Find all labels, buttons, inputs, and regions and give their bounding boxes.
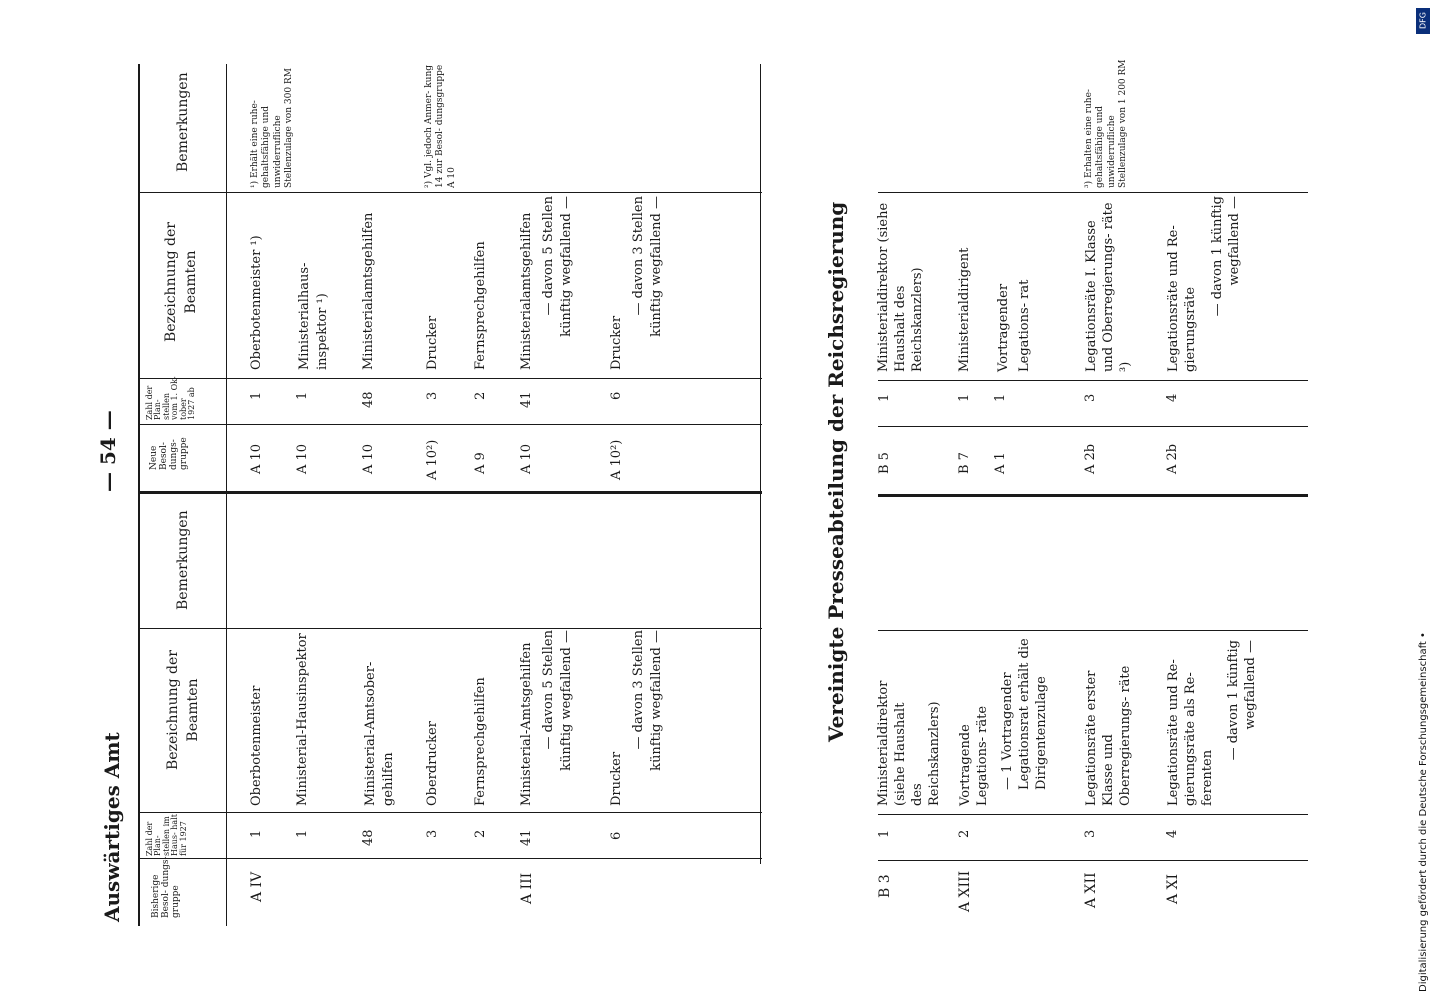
header-new-title: Bezeichnung der Beamten — [163, 222, 199, 342]
old-title: Ministerial-Hausinspektor — [295, 633, 310, 806]
old-count: 2 — [473, 829, 488, 838]
old-group: B 3 — [877, 874, 893, 898]
header-old-remarks: Bemerkungen — [175, 510, 191, 610]
new-count: 41 — [519, 391, 534, 408]
col-rule-left-a — [138, 858, 762, 859]
new-title: Ministerialdirigent — [957, 247, 972, 372]
old-group: A IV — [249, 871, 265, 902]
new-group: B 5 — [877, 452, 892, 474]
new-group: A 10 — [295, 443, 310, 474]
section-title: Vereinigte Presseabteilung der Reichsregierung — [824, 201, 848, 742]
new-title: Ministerialamtsgehilfen — [361, 212, 376, 370]
old-title: Ministerial-Amtsgehilfen — [519, 642, 534, 806]
old-title: Drucker — [609, 751, 624, 806]
new-count: 3 — [1083, 393, 1098, 402]
footnote-2: ²) Vgl. jedoch Anmer- kung 14 zur Besol- dungsgruppe A 10 — [424, 64, 457, 188]
new-group: A 10 — [519, 443, 534, 474]
old-note: — 1 Vortragender Legationsrat erhält die Dirigentenzulage — [1000, 638, 1049, 790]
old-count: 1 — [295, 829, 310, 838]
old-count: 3 — [1083, 829, 1098, 838]
old-group: A XII — [1083, 872, 1099, 908]
header-old-title: Bezeichnung der Beamten — [165, 650, 201, 770]
old-note: — davon 3 Stellen künftig wegfallend — — [631, 630, 664, 771]
header-bottom-rule — [226, 64, 227, 926]
lower-rule-c — [878, 630, 1308, 631]
old-count: 48 — [361, 829, 376, 846]
col-rule-left-b — [138, 812, 762, 813]
old-title: Ministerial-Amtsober- gehilfen — [363, 661, 396, 806]
new-count: 48 — [361, 391, 376, 408]
new-group: A 10 — [249, 443, 264, 474]
new-count: 1 — [957, 393, 972, 402]
new-group: A 9 — [473, 452, 488, 474]
header-new-remarks: Bemerkungen — [175, 72, 191, 172]
old-count: 4 — [1165, 829, 1180, 838]
old-title: Oberdrucker — [425, 721, 440, 806]
col-rule-right-c — [138, 192, 762, 193]
new-title: Oberbotenmeister ¹) — [249, 235, 264, 370]
lower-rule-e — [878, 380, 1308, 381]
old-title: Ministerialdirektor (siehe Haushalt des Reichskanzlers) — [876, 680, 942, 806]
old-note: — davon 1 künftig wegfallend — — [1226, 640, 1258, 761]
new-count: 1 — [295, 391, 310, 400]
upper-table-end-rule — [760, 64, 761, 864]
old-count: 41 — [519, 829, 534, 846]
old-title: Fernsprechgehilfen — [473, 677, 488, 806]
table-center-divider — [138, 491, 762, 494]
new-title: Legationsräte I. Klasse und Oberregierungs- räte ³) — [1084, 202, 1133, 372]
col-rule-right-b — [138, 378, 762, 379]
lower-rule-b — [878, 814, 1308, 815]
old-count: 1 — [877, 829, 892, 838]
digitization-credit: Digitalisierung gefördert durch die Deutsche Forschungsgemeinschaft • — [1418, 632, 1429, 992]
old-title: Legationsräte und Re- gierungsräte als Re- ferenten — [1166, 659, 1215, 806]
header-new-count: Zahl der Plan- stellen vom 1. Ok- tober 1927 ab — [145, 376, 196, 420]
old-count: 6 — [609, 831, 624, 840]
new-count: 2 — [473, 391, 488, 400]
col-rule-right-a — [138, 424, 762, 425]
new-group: A 10²) — [425, 439, 440, 480]
new-title: Legationsräte und Re- gierungsräte — [1166, 225, 1198, 372]
new-count: 1 — [249, 391, 264, 400]
old-group: A III — [519, 872, 535, 904]
new-note: — davon 3 Stellen künftig wegfallend — — [631, 196, 664, 337]
lower-rule-d — [878, 426, 1308, 427]
header-old-group: Bisherige Besol- dungs- gruppe — [151, 856, 181, 918]
col-rule-left-c — [138, 628, 762, 629]
header-new-group: Neue Besol- dungs- gruppe — [149, 437, 189, 470]
old-note: — davon 5 Stellen künftig wegfallend — — [541, 630, 574, 771]
old-title: Vortragende Legations- räte — [958, 705, 990, 806]
lower-rule-f — [878, 192, 1308, 193]
new-count: 1 — [993, 393, 1008, 402]
dfg-logo: DFG — [1416, 8, 1430, 34]
new-count: 1 — [877, 393, 892, 402]
old-count: 2 — [957, 829, 972, 838]
new-title: Drucker — [425, 315, 440, 370]
footnote-1: ¹) Erhält eine ruhe- gehaltsfähige und unwiderrufliche Stellenzulage von 300 RM — [250, 68, 294, 188]
header-old-count: Zahl der Plan- stellen im Haus- halt für 1927 — [145, 814, 188, 856]
table-top-rule — [138, 64, 140, 926]
new-group: A 10²) — [609, 439, 624, 480]
new-title: Drucker — [609, 315, 624, 370]
new-count: 3 — [425, 391, 440, 400]
new-note: — davon 1 künftig wegfallend — — [1210, 196, 1242, 317]
new-title: Vortragender Legations- rat — [996, 279, 1032, 372]
new-group: B 7 — [957, 452, 972, 474]
old-title: Oberbotenmeister — [249, 685, 264, 806]
new-count: 6 — [609, 391, 624, 400]
lower-center-divider — [878, 494, 1308, 497]
new-title: Ministerialhaus- inspektor ¹) — [297, 262, 330, 370]
new-group: A 1 — [993, 452, 1008, 474]
page-number: — 54 — — [96, 410, 120, 492]
new-count: 4 — [1165, 393, 1180, 402]
old-count: 1 — [249, 829, 264, 838]
new-title: Ministerialdirektor (siehe Haushalt des Reichskanzlers) — [876, 202, 925, 372]
lower-rule-a — [878, 860, 1308, 861]
old-group: A XIII — [957, 870, 973, 912]
old-count: 3 — [425, 829, 440, 838]
footnote-3: ³) Erhalten eine ruhe- gehaltsfähige und unwiderrufliche Stellenzulage von 1 200 RM — [1084, 59, 1128, 188]
new-group: A 10 — [361, 443, 376, 474]
old-group: A XI — [1165, 873, 1181, 904]
new-group: A 2b — [1165, 443, 1180, 474]
new-title: Fernsprechgehilfen — [473, 241, 488, 370]
new-title: Ministerialamtsgehilfen — [519, 212, 534, 370]
ministry-heading: Auswärtiges Amt — [100, 732, 124, 922]
new-note: — davon 5 Stellen künftig wegfallend — — [541, 196, 574, 337]
new-group: A 2b — [1083, 443, 1098, 474]
old-title: Legationsräte erster Klasse und Oberregierungs- räte — [1084, 665, 1133, 806]
